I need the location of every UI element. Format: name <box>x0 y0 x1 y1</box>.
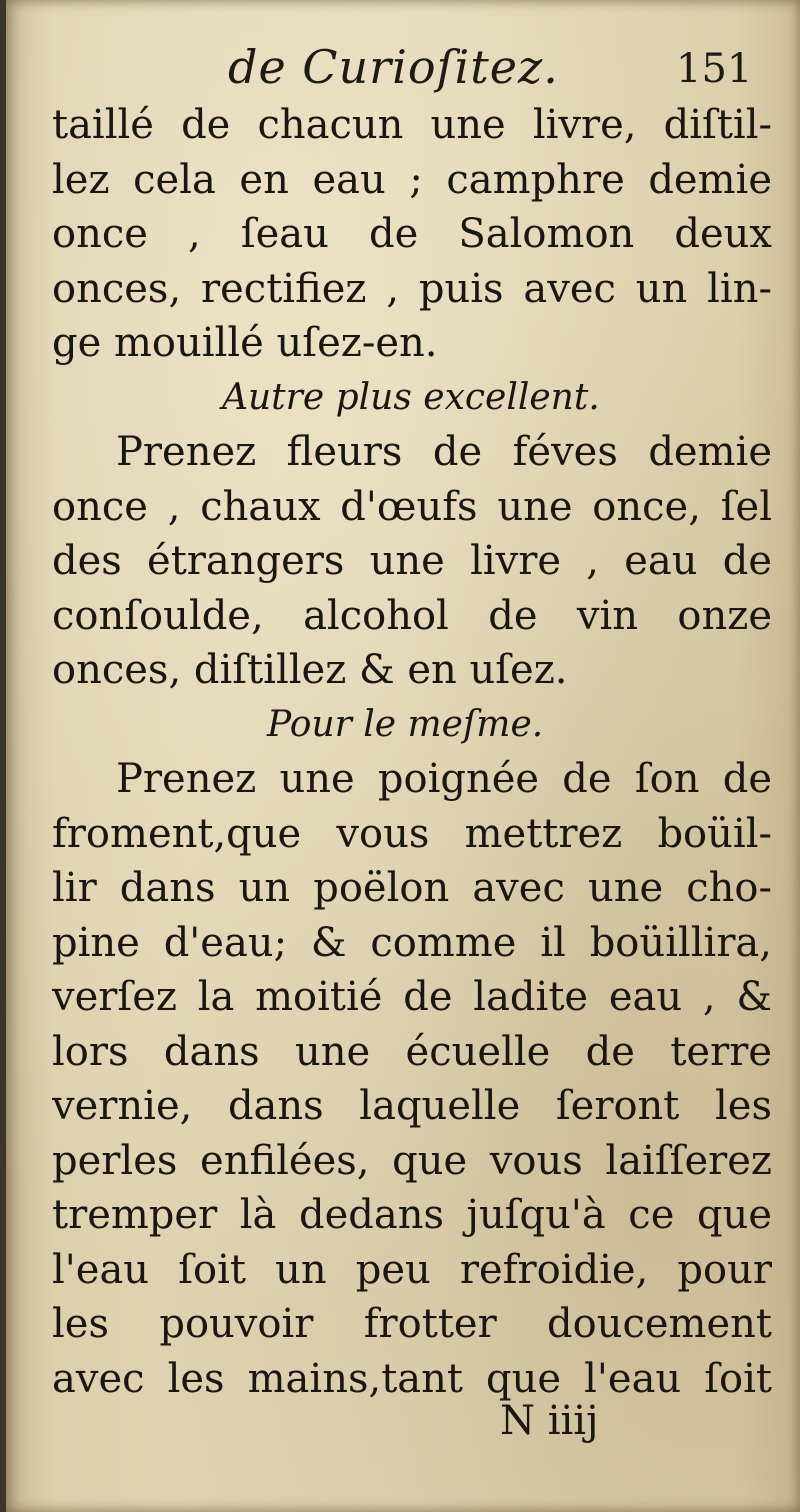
body-text <box>52 98 772 1406</box>
text-line: onces, rectifiez , puis avec un lin- <box>52 265 772 312</box>
text-line: des étrangers une livre , eau de <box>52 538 772 584</box>
text-line: pine d'eau; & comme il boüillira, <box>52 919 772 966</box>
section-heading: Autre plus excellent. <box>222 376 600 418</box>
text-line: froment,que vous mettrez boüil- <box>52 810 772 857</box>
book-page <box>6 0 800 1512</box>
text-line: onces, diſtillez & en uſez. <box>52 647 568 693</box>
section-heading: Pour le meſme. <box>267 703 544 745</box>
text-line: tremper là dedans juſqu'à ce que <box>52 1192 772 1238</box>
text-line: avec les mains,tant que l'eau ſoit <box>52 1355 772 1402</box>
text-line: perles enfilées, que vous laiſſerez <box>52 1137 772 1184</box>
text-line: les pouvoir frotter doucement <box>52 1301 772 1347</box>
running-head: de Curioſitez. <box>228 40 559 94</box>
text-line: lir dans un poëlon avec une cho- <box>52 865 772 911</box>
signature-mark: N iiij <box>500 1398 599 1444</box>
page-number: 151 <box>676 46 753 92</box>
text-line: lors dans une écuelle de terre <box>52 1028 772 1075</box>
text-line: l'eau ſoit un peu refroidie, pour <box>52 1246 772 1293</box>
text-line: lez cela en eau ; camphre demie <box>52 156 772 203</box>
text-line: conſoulde, alcohol de vin onze <box>52 592 772 639</box>
text-line: verſez la moitié de ladite eau , & <box>52 974 772 1020</box>
text-line: once , ſeau de Salomon deux <box>52 211 772 257</box>
page-header <box>6 28 800 108</box>
text-line: once , chaux d'œufs une once, ſel <box>52 483 772 530</box>
text-line: Prenez fleurs de féves demie <box>116 429 772 475</box>
text-line: taillé de chacun une livre, diſtil- <box>52 102 772 148</box>
text-line: Prenez une poignée de ſon de <box>116 756 772 802</box>
text-line: vernie, dans laquelle ſeront les <box>52 1083 772 1129</box>
text-line: ge mouillé uſez-en. <box>52 320 438 366</box>
